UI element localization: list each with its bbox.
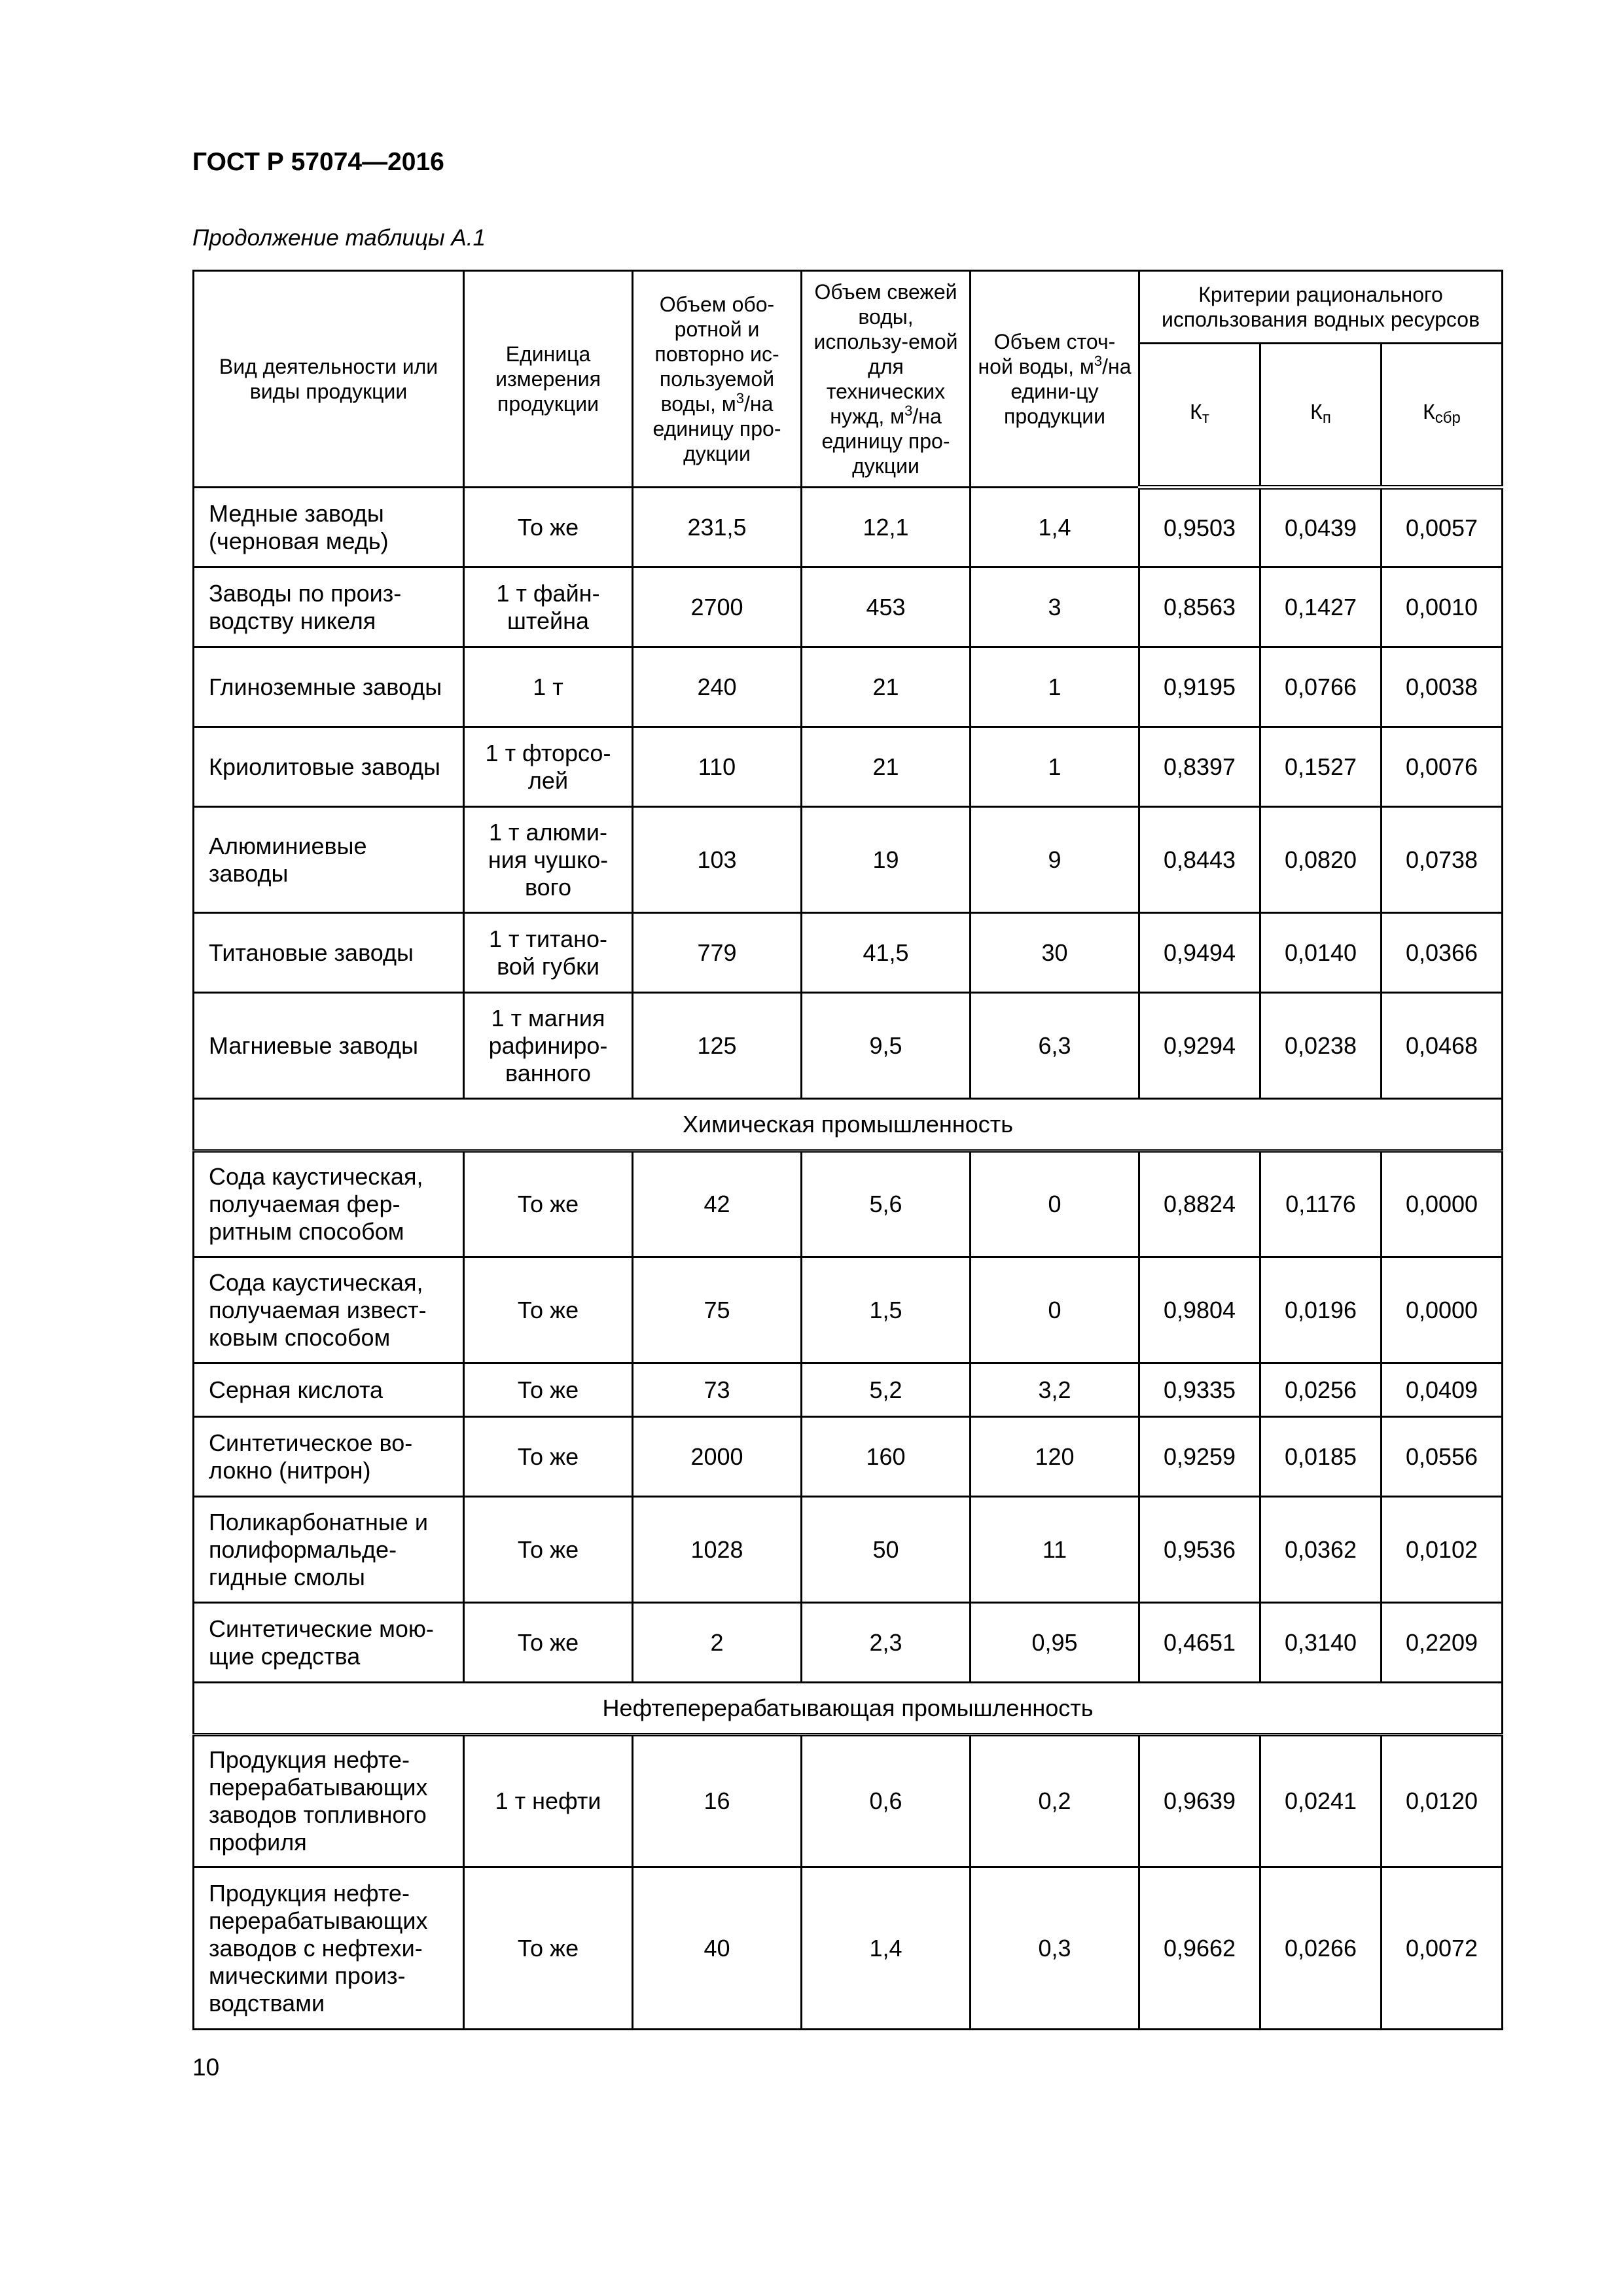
cell-unit: То же (464, 1363, 633, 1417)
section-oil-refining-industry: Нефтеперерабатывающая промышленность (194, 1683, 1503, 1735)
table-row (194, 567, 1503, 647)
table-row (194, 1151, 1503, 1257)
cell-activity: Продукция нефте-перерабатывающих заводов топливного профиля (194, 1735, 464, 1867)
table-row (194, 1257, 1503, 1363)
cell-activity: Магниевые заводы (194, 993, 464, 1099)
cell-fresh: 21 (802, 647, 971, 727)
cell-kt: 0,8563 (1139, 567, 1260, 647)
cell-fresh: 1,4 (802, 1867, 971, 2030)
cell-kt: 0,8824 (1139, 1151, 1260, 1257)
cell-kp: 0,0820 (1260, 807, 1382, 913)
cell-unit: То же (464, 488, 633, 567)
cell-waste: 0 (971, 1257, 1139, 1363)
cell-kp: 0,0766 (1260, 647, 1382, 727)
cell-recycled: 2 (633, 1603, 802, 1683)
cell-waste: 0,2 (971, 1735, 1139, 1867)
cell-unit: 1 т фторсо-лей (464, 727, 633, 807)
section-chemical-industry: Химическая промышленность (194, 1099, 1503, 1151)
cell-fresh: 41,5 (802, 913, 971, 993)
cell-ksbr: 0,0102 (1382, 1497, 1503, 1603)
cell-kp: 0,3140 (1260, 1603, 1382, 1683)
cell-activity: Синтетические мою-щие средства (194, 1603, 464, 1683)
cell-kt: 0,9639 (1139, 1735, 1260, 1867)
cell-activity: Заводы по произ-водству никеля (194, 567, 464, 647)
table-row (194, 727, 1503, 807)
cell-kt: 0,9662 (1139, 1867, 1260, 2030)
cell-ksbr: 0,0057 (1382, 488, 1503, 567)
cell-activity: Алюминиевые заводы (194, 807, 464, 913)
cell-ksbr: 0,0366 (1382, 913, 1503, 993)
cell-activity: Серная кислота (194, 1363, 464, 1417)
cell-waste: 1 (971, 647, 1139, 727)
header-ksbr: $К_{сбр}$ (1382, 344, 1503, 488)
table-row (194, 1603, 1503, 1683)
cell-ksbr: 0,0738 (1382, 807, 1503, 913)
cell-kp: 0,0196 (1260, 1257, 1382, 1363)
cell-recycled: 16 (633, 1735, 802, 1867)
table-caption: Продолжение таблицы А.1 (192, 225, 486, 251)
cell-kt: 0,9536 (1139, 1497, 1260, 1603)
cell-unit: 1 т титано-вой губки (464, 913, 633, 993)
cell-fresh: 453 (802, 567, 971, 647)
cell-kp: 0,0362 (1260, 1497, 1382, 1603)
cell-ksbr: 0,0038 (1382, 647, 1503, 727)
cell-ksbr: 0,2209 (1382, 1603, 1503, 1683)
table-row (194, 1363, 1503, 1417)
cell-activity: Продукция нефте-перерабатывающих заводов с нефтехи-мическими произ-водствами (194, 1867, 464, 2030)
cell-waste: 6,3 (971, 993, 1139, 1099)
cell-fresh: 160 (802, 1417, 971, 1497)
cell-ksbr: 0,0072 (1382, 1867, 1503, 2030)
page-number: 10 (192, 2054, 220, 2081)
cell-kt: 0,9335 (1139, 1363, 1260, 1417)
cell-fresh: 19 (802, 807, 971, 913)
cell-recycled: 75 (633, 1257, 802, 1363)
cell-unit: 1 т (464, 647, 633, 727)
cell-kt: 0,9294 (1139, 993, 1260, 1099)
cell-activity: Титановые заводы (194, 913, 464, 993)
cell-waste: 0,3 (971, 1867, 1139, 2030)
cell-kp: 0,0238 (1260, 993, 1382, 1099)
cell-recycled: 103 (633, 807, 802, 913)
cell-ksbr: 0,0120 (1382, 1735, 1503, 1867)
cell-kp: 0,1527 (1260, 727, 1382, 807)
cell-fresh: 5,2 (802, 1363, 971, 1417)
table-row (194, 1867, 1503, 2030)
cell-fresh: 12,1 (802, 488, 971, 567)
cell-fresh: 21 (802, 727, 971, 807)
header-unit: Единица измерения продукции (464, 271, 633, 488)
cell-recycled: 110 (633, 727, 802, 807)
cell-recycled: 231,5 (633, 488, 802, 567)
cell-fresh: 2,3 (802, 1603, 971, 1683)
cell-unit: То же (464, 1257, 633, 1363)
cell-ksbr: 0,0409 (1382, 1363, 1503, 1417)
cell-recycled: 1028 (633, 1497, 802, 1603)
cell-recycled: 2700 (633, 567, 802, 647)
cell-unit: То же (464, 1497, 633, 1603)
cell-waste: 11 (971, 1497, 1139, 1603)
water-usage-table (192, 270, 1503, 2030)
cell-activity: Криолитовые заводы (194, 727, 464, 807)
table-row (194, 913, 1503, 993)
header-activity: Вид деятельности или виды продукции (194, 271, 464, 488)
cell-kp: 0,1427 (1260, 567, 1382, 647)
table-row (194, 993, 1503, 1099)
table-row (194, 488, 1503, 567)
cell-unit: То же (464, 1867, 633, 2030)
cell-activity: Сода каустическая, получаемая фер-ритным способом (194, 1151, 464, 1257)
cell-unit: То же (464, 1603, 633, 1683)
cell-fresh: 9,5 (802, 993, 971, 1099)
cell-activity: Сода каустическая, получаемая извест-ковым способом (194, 1257, 464, 1363)
cell-recycled: 240 (633, 647, 802, 727)
cell-recycled: 2000 (633, 1417, 802, 1497)
cell-unit: То же (464, 1417, 633, 1497)
cell-waste: 1 (971, 727, 1139, 807)
cell-kt: 0,9259 (1139, 1417, 1260, 1497)
cell-waste: 9 (971, 807, 1139, 913)
cell-recycled: 40 (633, 1867, 802, 2030)
cell-kt: 0,8397 (1139, 727, 1260, 807)
cell-kp: 0,0266 (1260, 1867, 1382, 2030)
cell-kp: 0,0439 (1260, 488, 1382, 567)
cell-waste: 3,2 (971, 1363, 1139, 1417)
header-recycled-water: Объем обо-ротной и повторно ис-пользуемой воды, $м^3/на$ единицу про-дукции (633, 271, 802, 488)
cell-unit: 1 т алюми-ния чушко-вого (464, 807, 633, 913)
cell-recycled: 42 (633, 1151, 802, 1257)
cell-ksbr: 0,0010 (1382, 567, 1503, 647)
cell-activity: Поликарбонатные и полиформальде-гидные смолы (194, 1497, 464, 1603)
cell-recycled: 125 (633, 993, 802, 1099)
cell-waste: 0 (971, 1151, 1139, 1257)
cell-unit: 1 т файн-штейна (464, 567, 633, 647)
cell-ksbr: 0,0468 (1382, 993, 1503, 1099)
cell-unit: То же (464, 1151, 633, 1257)
cell-kt: 0,9804 (1139, 1257, 1260, 1363)
cell-kt: 0,4651 (1139, 1603, 1260, 1683)
table-row (194, 1735, 1503, 1867)
cell-kt: 0,9494 (1139, 913, 1260, 993)
cell-fresh: 5,6 (802, 1151, 971, 1257)
header-waste-water: Объем сточ-ной воды, $м^3/на$ едини-цу продукции (971, 271, 1139, 488)
cell-ksbr: 0,0000 (1382, 1151, 1503, 1257)
cell-fresh: 1,5 (802, 1257, 971, 1363)
cell-recycled: 779 (633, 913, 802, 993)
cell-kp: 0,1176 (1260, 1151, 1382, 1257)
cell-recycled: 73 (633, 1363, 802, 1417)
cell-unit: 1 т нефти (464, 1735, 633, 1867)
cell-fresh: 50 (802, 1497, 971, 1603)
cell-unit: 1 т магния рафиниро-ванного (464, 993, 633, 1099)
header-kp: $К_п$ (1260, 344, 1382, 488)
cell-ksbr: 0,0556 (1382, 1417, 1503, 1497)
cell-activity: Глиноземные заводы (194, 647, 464, 727)
cell-kt: 0,9195 (1139, 647, 1260, 727)
cell-activity: Синтетическое во-локно (нитрон) (194, 1417, 464, 1497)
cell-waste: 30 (971, 913, 1139, 993)
cell-kp: 0,0185 (1260, 1417, 1382, 1497)
cell-ksbr: 0,0076 (1382, 727, 1503, 807)
cell-ksbr: 0,0000 (1382, 1257, 1503, 1363)
header-fresh-water: Объем свежей воды, использу-емой для технических нужд, $м^3/на$ единицу про-дукции (802, 271, 971, 488)
cell-kp: 0,0256 (1260, 1363, 1382, 1417)
cell-waste: 120 (971, 1417, 1139, 1497)
cell-activity: Медные заводы (черновая медь) (194, 488, 464, 567)
table-row (194, 647, 1503, 727)
table-row (194, 807, 1503, 913)
table-row (194, 1497, 1503, 1603)
header-kt: $К_т$ (1139, 344, 1260, 488)
table-row (194, 1417, 1503, 1497)
cell-waste: 1,4 (971, 488, 1139, 567)
cell-fresh: 0,6 (802, 1735, 971, 1867)
cell-kp: 0,0140 (1260, 913, 1382, 993)
cell-kt: 0,8443 (1139, 807, 1260, 913)
cell-kt: 0,9503 (1139, 488, 1260, 567)
cell-waste: 0,95 (971, 1603, 1139, 1683)
document-header: ГОСТ Р 57074—2016 (192, 148, 444, 176)
cell-waste: 3 (971, 567, 1139, 647)
cell-kp: 0,0241 (1260, 1735, 1382, 1867)
header-criteria: Критерии рационального использования водных ресурсов (1139, 271, 1503, 344)
